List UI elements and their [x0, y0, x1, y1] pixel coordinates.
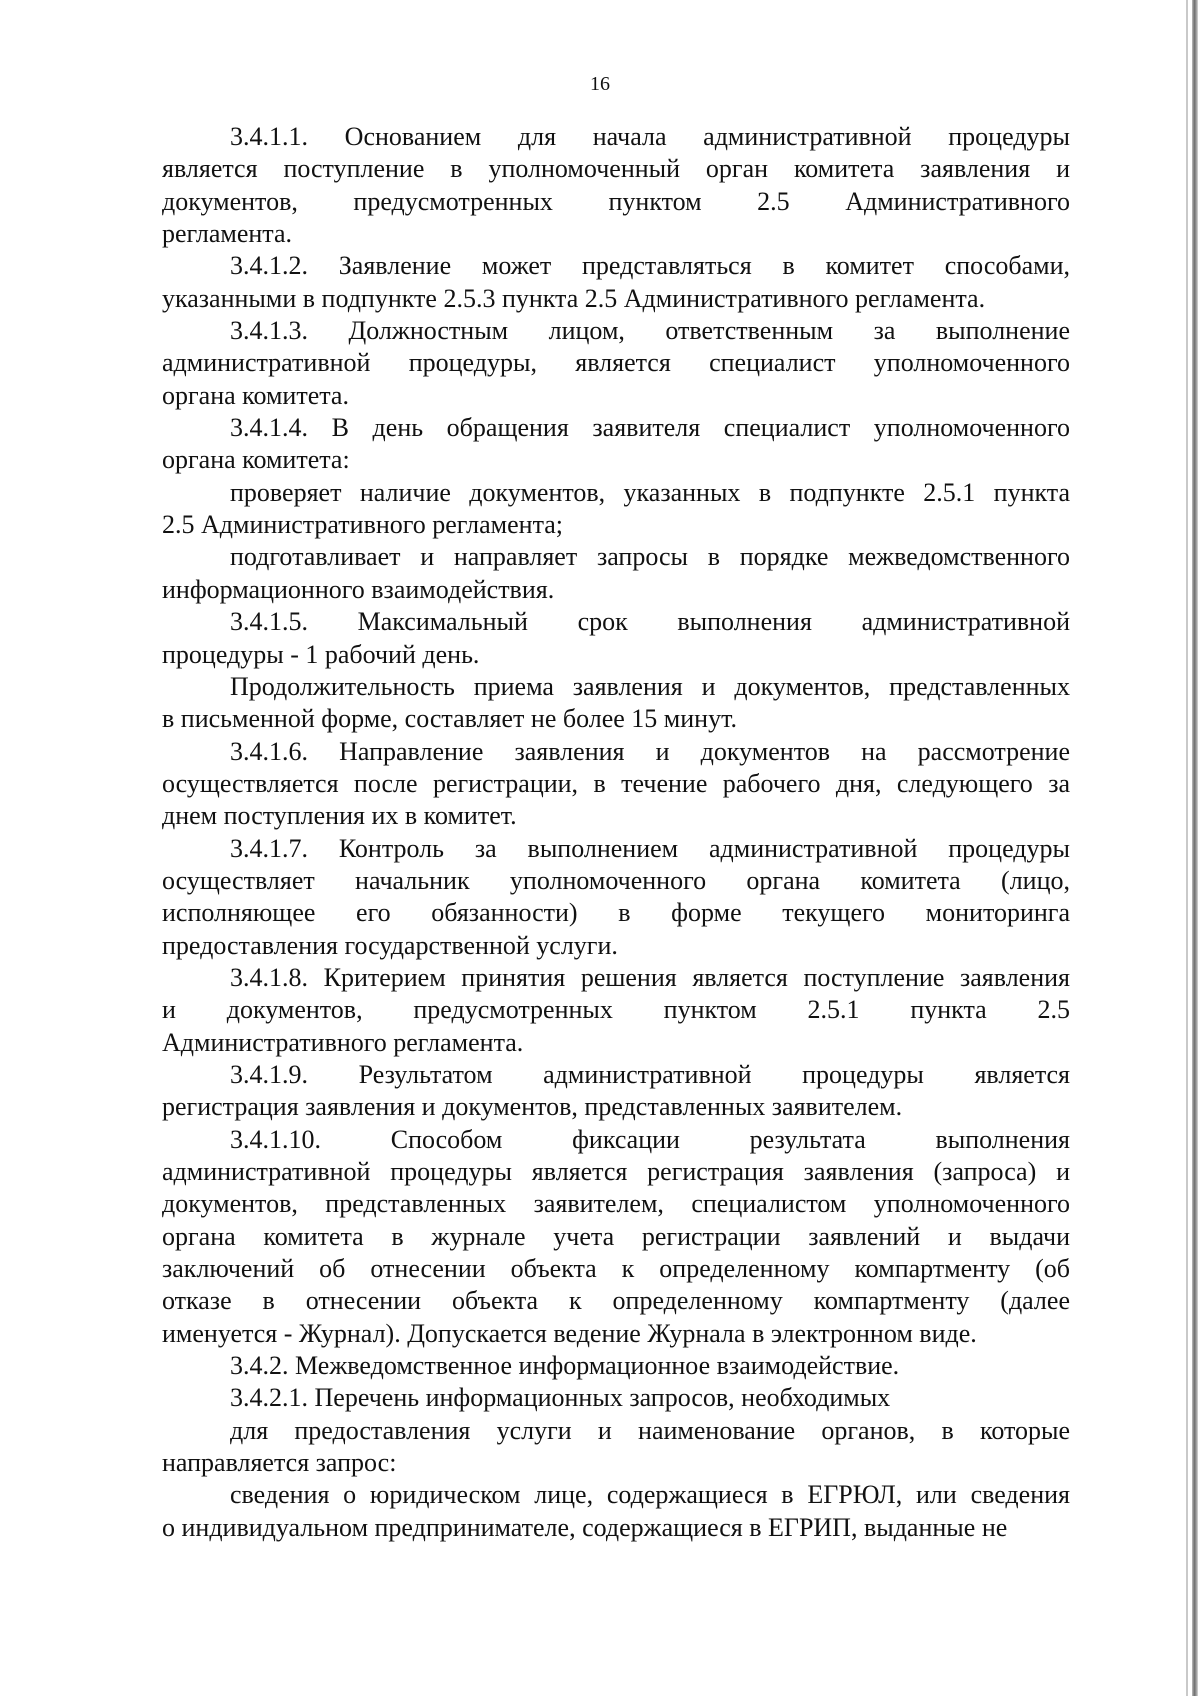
paragraph [162, 315, 1070, 412]
paragraph [162, 671, 1070, 736]
text-line: процедуры - 1 рабочий день. [162, 639, 480, 669]
text-line: сведения о юридическом лице, содержащиеся в ЕГРЮЛ, или сведения [230, 1480, 1070, 1510]
paragraph [162, 833, 1070, 962]
text-line: документов, представленных заявителем, специалистом уполномоченного [162, 1189, 1070, 1219]
text-line: именуется - Журнал). Допускается ведение Журнала в электронном виде. [162, 1318, 977, 1348]
text-line: органа комитета в журнале учета регистрации заявлений и выдачи [162, 1221, 1070, 1251]
text-line: 3.4.1.3. Должностным лицом, ответственным за выполнение [230, 316, 1070, 346]
text-line: и документов, предусмотренных пунктом 2.5.1 пункта 2.5 [162, 995, 1070, 1025]
paragraph [162, 1479, 1070, 1544]
text-line: 3.4.1.4. В день обращения заявителя специалист уполномоченного [230, 413, 1070, 443]
paragraph [162, 121, 1070, 250]
text-line: подготавливает и направляет запросы в порядке межведомственного [230, 542, 1070, 572]
text-line: информационного взаимодействия. [162, 574, 555, 604]
text-line: в письменной форме, составляет не более 15 минут. [162, 704, 737, 734]
text-line: 3.4.1.1. Основанием для начала административной процедуры [230, 122, 1070, 151]
text-line: Административного регламента. [162, 1027, 524, 1057]
paragraph [162, 477, 1070, 542]
scan-edge-line [1186, 0, 1188, 1696]
text-line: 3.4.2. Межведомственное информационное взаимодействие. [230, 1351, 900, 1381]
text-line: для предоставления услуги и наименование органов, в которые [230, 1415, 1070, 1445]
text-line: указанными в подпункте 2.5.3 пункта 2.5 Административного регламента. [162, 283, 986, 313]
text-line: осуществляет начальник уполномоченного органа комитета (лицо, [162, 865, 1070, 895]
text-line: 3.4.1.5. Максимальный срок выполнения административной [230, 607, 1070, 637]
text-line: административной процедуры является регистрация заявления (запроса) и [162, 1157, 1070, 1186]
text-line: исполняющее его обязанности) в форме текущего мониторинга [162, 898, 1070, 928]
scan-edge-shadow [1192, 0, 1198, 1696]
document-body [162, 121, 1070, 1544]
text-line: предоставления государственной услуги. [162, 930, 618, 960]
text-line: регламента. [162, 219, 293, 249]
text-line: 3.4.1.6. Направление заявления и документов на рассмотрение [230, 736, 1070, 766]
paragraph [162, 1124, 1070, 1350]
text-line: 3.4.2.1. Перечень информационных запросов, необходимых [230, 1383, 891, 1413]
text-line: днем поступления их в комитет. [162, 801, 517, 831]
text-line: Продолжительность приема заявления и документов, представленных [230, 671, 1070, 701]
text-line: направляется запрос: [162, 1448, 397, 1478]
text-line: 3.4.1.8. Критерием принятия решения является поступление заявления [230, 962, 1070, 992]
text-line: отказе в отнесении объекта к определенному компартменту (далее [162, 1286, 1070, 1316]
text-line: 2.5 Административного регламента; [162, 510, 564, 540]
paragraph [162, 1415, 1070, 1480]
text-line: является поступление в уполномоченный орган комитета заявления и [162, 154, 1070, 184]
text-line: органа комитета: [162, 445, 350, 475]
text-line: осуществляется после регистрации, в течение рабочего дня, следующего за [162, 768, 1070, 798]
paragraph [162, 250, 1070, 315]
text-line: документов, предусмотренных пунктом 2.5 Административного [162, 186, 1070, 216]
text-line: органа комитета. [162, 380, 349, 410]
text-line: административной процедуры, является специалист уполномоченного [162, 348, 1070, 378]
paragraph [162, 736, 1070, 833]
text-line: 3.4.1.10. Способом фиксации результата выполнения [230, 1124, 1070, 1154]
text-line: регистрация заявления и документов, представленных заявителем. [162, 1092, 903, 1122]
paragraph [162, 1382, 1070, 1414]
paragraph [162, 606, 1070, 671]
text-line: 3.4.1.2. Заявление может представляться в комитет способами, [230, 251, 1070, 281]
paragraph [162, 1059, 1070, 1124]
text-line: 3.4.1.7. Контроль за выполнением административной процедуры [230, 833, 1070, 863]
text-line: о индивидуальном предпринимателе, содержащиеся в ЕГРИП, выданные не [162, 1512, 1008, 1542]
text-line: 3.4.1.9. Результатом административной процедуры является [230, 1059, 1070, 1089]
text-line: заключений об отнесении объекта к определенному компартменту (об [162, 1254, 1070, 1284]
paragraph [162, 541, 1070, 606]
paragraph [162, 412, 1070, 477]
page-number: 16 [590, 73, 610, 95]
paragraph [162, 962, 1070, 1059]
text-line: проверяет наличие документов, указанных в подпункте 2.5.1 пункта [230, 477, 1070, 507]
paragraph [162, 1350, 1070, 1382]
